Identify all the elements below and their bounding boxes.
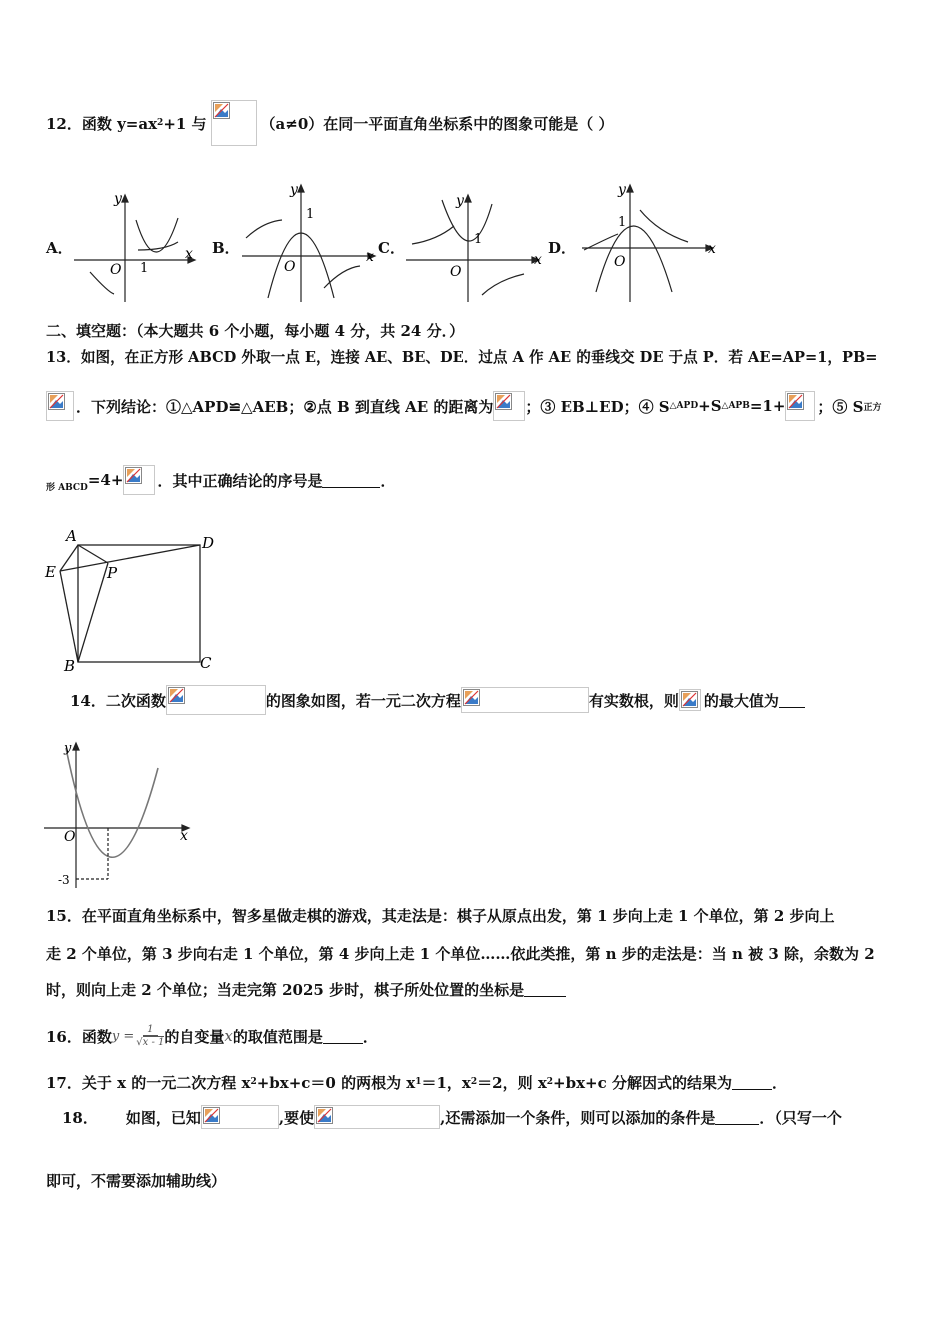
- q18-c: ,还需添加一个条件，则可以添加的条件是: [440, 1108, 716, 1127]
- point-c-label: C: [200, 654, 212, 672]
- point-b-label: B: [64, 657, 76, 675]
- broken-image-icon: [203, 1107, 220, 1124]
- q17-sub2: 2: [470, 1077, 478, 1087]
- formula-image-placeholder: [314, 1105, 440, 1129]
- q16-b: 的自变量: [164, 1027, 225, 1046]
- q13-line1: 13．如图，在正方形 ABCD 外取一点 E，连接 AE、BE、DE．过点 A 作 AE 的垂线交 DE 于点 P．若 AE=AP=1，PB=: [46, 349, 878, 366]
- q16-c: 的取值范围是: [232, 1027, 323, 1046]
- subscript-square-abcd: 形 ABCD: [46, 482, 88, 493]
- subscript-apb: △APB: [721, 401, 750, 411]
- formula-image-placeholder: [679, 689, 701, 711]
- min-value-label: -3: [58, 873, 70, 887]
- axis-x-label: x: [180, 828, 188, 844]
- origin-label: O: [450, 264, 462, 280]
- q16-end: ．: [362, 1027, 378, 1046]
- broken-image-icon: [463, 689, 480, 706]
- subscript-square: 正方: [863, 402, 882, 413]
- formula-image-placeholder: [201, 1105, 279, 1129]
- graph-option-d: [578, 180, 723, 305]
- subscript-apd: △APD: [669, 401, 699, 411]
- q13-line3: [46, 464, 395, 496]
- q13-plus: +S: [698, 397, 722, 415]
- section-heading: 二、填空题：（本大题共 6 个小题，每小题 4 分，共 24 分．）: [46, 322, 465, 340]
- option-d-label: D．: [548, 239, 577, 257]
- q12-tail: （a≠0）在同一平面直角坐标系中的图象可能是（ ）: [260, 114, 614, 133]
- q17-e: +bx+c 分解因式的结果为: [553, 1073, 732, 1092]
- q18-line1: [62, 1104, 842, 1130]
- q18-d: ．（只写一个: [759, 1108, 842, 1127]
- graph-option-c: [402, 190, 547, 305]
- formula-image-placeholder: [211, 100, 257, 146]
- q15-line3: 时，则向上走 2 个单位；当走完第 2025 步时，棋子所处位置的坐标是: [46, 981, 525, 999]
- q13-line2-c: =1+: [749, 397, 786, 415]
- q13-line3-end: ．: [380, 471, 396, 490]
- axis-y-label: y: [64, 741, 72, 756]
- q14-d: 的最大值为: [703, 691, 779, 710]
- broken-image-icon: [681, 691, 698, 708]
- q17-end: ．: [771, 1073, 787, 1092]
- q17-sub1: 1: [415, 1077, 422, 1087]
- origin-label: O: [110, 262, 122, 278]
- formula-image-placeholder: [46, 391, 74, 421]
- q12-lead: 12．函数 y=ax: [46, 114, 158, 133]
- q17-d: ＝2，则 x: [477, 1073, 547, 1092]
- option-b-label: B．: [212, 239, 240, 257]
- answer-blank[interactable]: [715, 1110, 759, 1125]
- q14-b: 的图象如图，若一元二次方程: [265, 691, 461, 710]
- q16-var: x: [224, 1027, 233, 1045]
- q15-line2: 走 2 个单位，第 3 步向右走 1 个单位，第 4 步向上走 1 个单位……依此类推，第 n 步的走法是：当 n 被 3 除，余数为 2: [46, 945, 875, 963]
- axis-x-label: x: [708, 241, 716, 257]
- q18-num: 18．: [62, 1108, 98, 1127]
- broken-image-icon: [316, 1107, 333, 1124]
- axis-x-label: x: [534, 252, 542, 268]
- q14-line: [70, 684, 805, 716]
- q13-line3-b: ．其中正确结论的序号是: [157, 471, 323, 490]
- broken-image-icon: [168, 687, 185, 704]
- tick-one: 1: [140, 261, 149, 276]
- q15-line3-wrap: [46, 979, 566, 1000]
- parabola-figure: [40, 738, 200, 893]
- tick-one: 1: [306, 207, 315, 222]
- fraction-numerator: 1: [143, 1024, 157, 1036]
- q17-c: ＝1，x: [421, 1073, 471, 1092]
- answer-blank[interactable]: [323, 1029, 363, 1044]
- broken-image-icon: [213, 102, 230, 119]
- point-e-label: E: [45, 563, 56, 581]
- q12-line: [46, 100, 614, 146]
- answer-blank[interactable]: [779, 693, 805, 708]
- q13-line2-a: ．下列结论：①△APD≌△AEB；②点 B 到直线 AE 的距离为: [76, 397, 494, 416]
- sqrt-icon: √: [136, 1036, 143, 1048]
- q12-mid: +1 与: [163, 114, 207, 133]
- q17-b: +bx+c＝0 的两根为 x: [256, 1073, 416, 1092]
- graph-option-a: [70, 190, 200, 305]
- broken-image-icon: [48, 393, 65, 410]
- axis-y-label: y: [290, 182, 298, 198]
- square-figure: [40, 525, 230, 675]
- formula-image-placeholder: [493, 391, 525, 421]
- broken-image-icon: [125, 467, 142, 484]
- graph-option-b: [238, 180, 378, 305]
- tick-one: 1: [474, 232, 483, 247]
- axis-y-label: y: [618, 182, 626, 198]
- q13-line3-a: =4+: [87, 471, 124, 489]
- q18-b: ,要使: [278, 1108, 315, 1127]
- point-d-label: D: [202, 534, 215, 552]
- formula-image-placeholder: [166, 685, 266, 715]
- q18-a: 如图，已知: [125, 1108, 201, 1127]
- point-p-label: P: [107, 564, 118, 582]
- formula-image-placeholder: [785, 391, 815, 421]
- tick-one: 1: [618, 215, 627, 230]
- answer-blank[interactable]: [322, 473, 380, 488]
- answer-blank[interactable]: [524, 982, 566, 997]
- q13-line2: [46, 390, 881, 422]
- q14-a: 14．二次函数: [70, 691, 166, 710]
- origin-label: O: [284, 259, 296, 275]
- point-a-label: A: [66, 527, 77, 545]
- formula-image-placeholder: [461, 687, 589, 713]
- q13-line2-d: ；⑤ S: [817, 397, 864, 416]
- q17-sup: 2: [250, 1077, 257, 1087]
- formula-image-placeholder: [123, 465, 155, 495]
- formula-y: y =: [111, 1028, 135, 1044]
- broken-image-icon: [495, 393, 512, 410]
- q17-line: [46, 1070, 787, 1094]
- function-formula: [112, 1024, 165, 1048]
- axis-x-label: x: [185, 246, 193, 262]
- q18-line2: 即可，不需要添加辅助线）: [46, 1172, 227, 1190]
- axis-y-label: y: [114, 191, 122, 207]
- origin-label: O: [614, 254, 626, 270]
- q12-sup: 2: [157, 118, 164, 128]
- option-a-label: A．: [46, 239, 73, 257]
- origin-label: O: [64, 829, 76, 845]
- q16-line: [46, 1018, 378, 1054]
- broken-image-icon: [787, 393, 804, 410]
- fraction-denominator: x - 1: [142, 1037, 165, 1048]
- axis-y-label: y: [456, 193, 464, 209]
- q14-c: 有实数根，则: [588, 691, 679, 710]
- q17-sup2: 2: [546, 1077, 554, 1087]
- q16-a: 16．函数: [46, 1027, 112, 1046]
- q13-line2-b: ；③ EB⊥ED；④ S: [525, 397, 670, 416]
- axis-x-label: x: [366, 249, 374, 265]
- option-c-label: C．: [378, 239, 405, 257]
- q17-a: 17．关于 x 的一元二次方程 x: [46, 1073, 251, 1092]
- q15-line1: 15．在平面直角坐标系中，智多星做走棋的游戏，其走法是：棋子从原点出发，第 1 步向上走 1 个单位，第 2 步向上: [46, 907, 835, 925]
- answer-blank[interactable]: [732, 1075, 772, 1090]
